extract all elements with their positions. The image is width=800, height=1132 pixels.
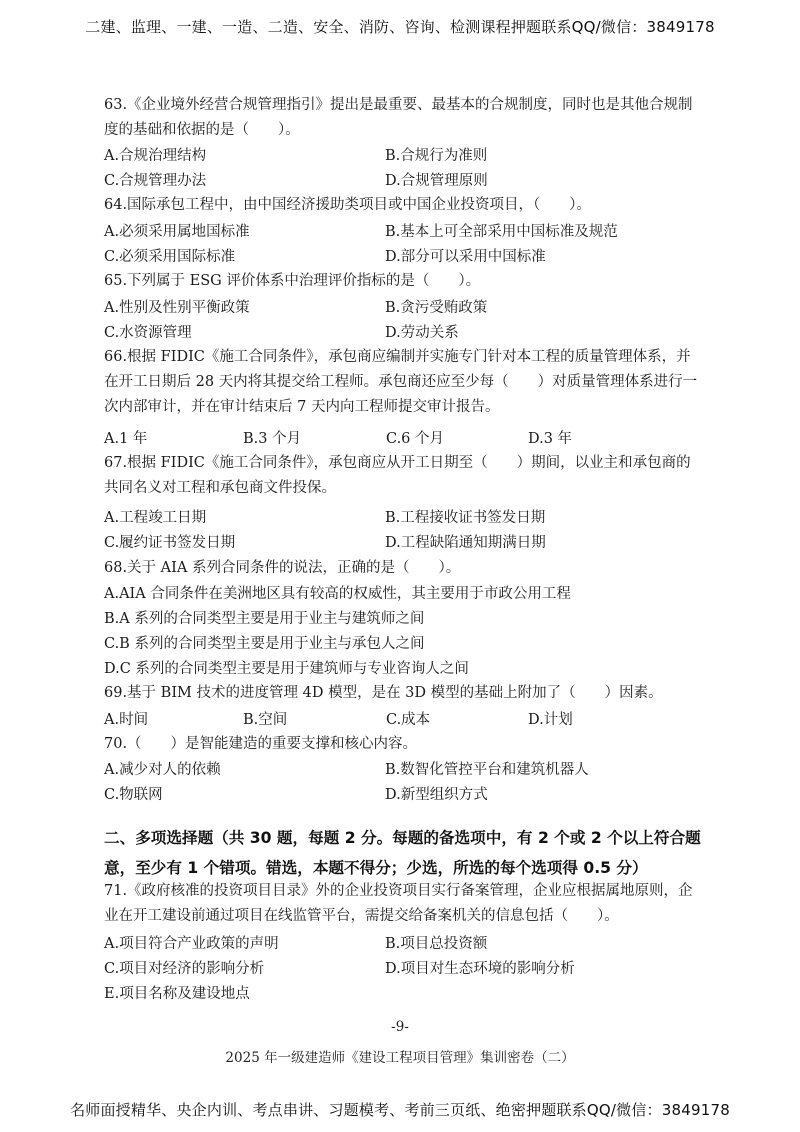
q67-option-d: D.工程缺陷通知期满日期 bbox=[385, 535, 546, 551]
q67-option-a: A.工程竣工日期 bbox=[104, 510, 207, 526]
question-64-stem: 64.国际承包工程中，由中国经济援助类项目或中国企业投资项目，（ ）。 bbox=[104, 197, 592, 213]
header-banner: 二建、监理、一建、一造、二造、安全、消防、咨询、检测课程押题联系QQ/微信：3849178 bbox=[85, 18, 715, 36]
q68-option-a: A.AIA 合同条件在美洲地区具有较高的权威性，其主要用于市政公用工程 bbox=[104, 586, 571, 602]
question-65-stem: 65.下列属于 ESG 评价体系中治理评价指标的是（ ）。 bbox=[104, 273, 481, 289]
q67-option-b: B.工程接收证书签发日期 bbox=[385, 510, 546, 526]
q69-option-b: B.空间 bbox=[243, 712, 288, 728]
question-70-stem: 70.（ ）是智能建造的重要支撑和核心内容。 bbox=[104, 736, 418, 752]
paper-title: 2025 年一级建造师《建设工程项目管理》集训密卷（二） bbox=[225, 1050, 575, 1066]
question-63-stem: 63.《企业境外经营合规管理指引》提出是最重要、最基本的合规制度，同时也是其他合规制度的基础和依据的是（ ）。 bbox=[104, 97, 693, 138]
q66-option-c: C.6 个月 bbox=[386, 431, 445, 447]
q63-option-d: D.合规管理原则 bbox=[385, 173, 488, 189]
q65-option-c: C.水资源管理 bbox=[104, 325, 192, 341]
q68-option-c: C.B 系列的合同类型主要是用于业主与承包人之间 bbox=[104, 636, 425, 652]
q63-option-c: C.合规管理办法 bbox=[104, 173, 207, 189]
q66-option-b: B.3 个月 bbox=[243, 431, 302, 447]
q64-option-b: B.基本上可全部采用中国标准及规范 bbox=[385, 224, 618, 240]
q64-option-a: A.必须采用属地国标准 bbox=[104, 224, 250, 240]
q71-option-d: D.项目对生态环境的影响分析 bbox=[385, 961, 575, 977]
q70-option-d: D.新型组织方式 bbox=[385, 787, 488, 803]
footer-banner: 名师面授精华、央企内训、考点串讲、习题模考、考前三页纸、绝密押题联系QQ/微信：3849178 bbox=[70, 1101, 730, 1119]
q64-option-d: D.部分可以采用中国标准 bbox=[385, 249, 546, 265]
question-71-stem: 71.《政府核准的投资项目目录》外的企业投资项目实行备案管理，企业应根据属地原则，企业在开工建设前通过项目在线监管平台，需提交给备案机关的信息包括（ ）。 bbox=[104, 883, 693, 924]
q67-option-c: C.履约证书签发日期 bbox=[104, 535, 236, 551]
question-68-stem: 68.关于 AIA 系列合同条件的说法，正确的是（ ）。 bbox=[104, 560, 461, 576]
question-67-stem: 67.根据 FIDIC《施工合同条件》，承包商应从开工日期至（ ）期间，以业主和承包商的共同名义对工程和承包商文件投保。 bbox=[104, 455, 691, 496]
page-number: -9- bbox=[391, 1019, 409, 1035]
q66-option-a: A.1 年 bbox=[104, 431, 148, 447]
q71-option-a: A.项目符合产业政策的声明 bbox=[104, 936, 279, 952]
q65-option-b: B.贪污受贿政策 bbox=[385, 300, 488, 316]
q65-option-a: A.性别及性别平衡政策 bbox=[104, 300, 250, 316]
q66-option-d: D.3 年 bbox=[528, 431, 573, 447]
q63-option-b: B.合规行为准则 bbox=[385, 148, 488, 164]
q70-option-b: B.数智化管控平台和建筑机器人 bbox=[385, 762, 589, 778]
question-69-stem: 69.基于 BIM 技术的进度管理 4D 模型，是在 3D 模型的基础上附加了（ ）因素。 bbox=[104, 685, 663, 701]
q68-option-d: D.C 系列的合同类型主要是用于建筑师与专业咨询人之间 bbox=[104, 661, 469, 677]
q63-option-a: A.合规治理结构 bbox=[104, 148, 207, 164]
q69-option-d: D.计划 bbox=[528, 712, 573, 728]
q71-option-b: B.项目总投资额 bbox=[385, 936, 488, 952]
section-two-heading: 二、多项选择题（共 30 题，每题 2 分。每题的备选项中，有 2 个或 2 个以上符合题意，至少有 1 个错项。错选，本题不得分；少选，所选的每个选项得 0.5 分） bbox=[104, 829, 701, 877]
q71-option-e: E.项目名称及建设地点 bbox=[104, 986, 250, 1002]
q69-option-a: A.时间 bbox=[104, 712, 149, 728]
question-66-stem: 66.根据 FIDIC《施工合同条件》，承包商应编制并实施专门针对本工程的质量管理体系，并在开工日期后 28 天内将其提交给工程师。承包商还应至少每（ ）对质量管理体系进行一次内部审计，并在审计结束后 7 天内向工程师提交审计报告。 bbox=[104, 349, 698, 415]
q71-option-c: C.项目对经济的影响分析 bbox=[104, 961, 265, 977]
q65-option-d: D.劳动关系 bbox=[385, 325, 459, 341]
q64-option-c: C.必须采用国际标准 bbox=[104, 249, 236, 265]
q69-option-c: C.成本 bbox=[386, 712, 431, 728]
q68-option-b: B.A 系列的合同类型主要是用于业主与建筑师之间 bbox=[104, 611, 425, 627]
q70-option-a: A.减少对人的依赖 bbox=[104, 762, 221, 778]
q70-option-c: C.物联网 bbox=[104, 787, 163, 803]
